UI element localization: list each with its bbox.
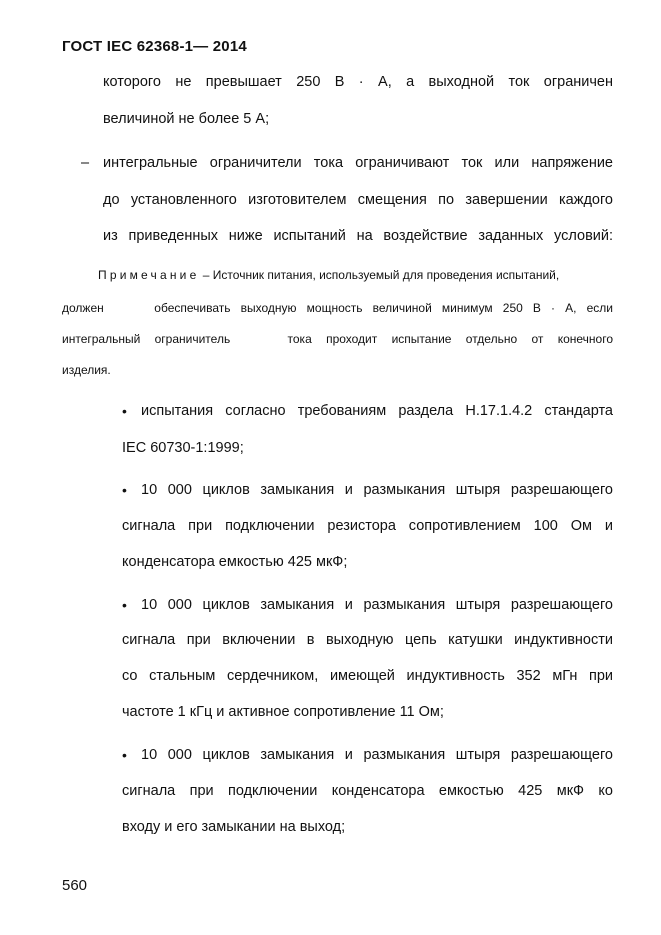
bullet-3-line-2: сигнала при включении в выходную цепь катушки индуктивности bbox=[122, 632, 613, 648]
bullet-2-line-3: конденсатора емкостью 425 мкФ; bbox=[122, 554, 348, 570]
bullet-2-line-1: 10 000 циклов замыкания и размыкания штыря разрешающего bbox=[141, 482, 613, 498]
note-line-1 bbox=[98, 268, 559, 282]
note-label: Примечание bbox=[98, 268, 200, 282]
bullet-marker: • bbox=[122, 597, 127, 613]
bullet-2-line-2: сигнала при подключении резистора сопротивлением 100 Ом и bbox=[122, 518, 613, 534]
intro-line-2: величиной не более 5 А; bbox=[103, 111, 270, 127]
note-line-3: интегральный ограничитель тока проходит испытание отдельно от конечного bbox=[62, 332, 613, 346]
bullet-4-line-2: сигнала при подключении конденсатора емкостью 425 мкФ ко bbox=[122, 783, 613, 799]
bullet-1-line-2: IEC 60730-1:1999; bbox=[122, 440, 244, 456]
bullet-4-line-1: 10 000 циклов замыкания и размыкания штыря разрешающего bbox=[141, 747, 613, 763]
note-line-4: изделия. bbox=[62, 363, 111, 377]
bullet-1-line-1: испытания согласно требованиям раздела H.17.1.4.2 стандарта bbox=[141, 403, 613, 419]
page-number: 560 bbox=[62, 877, 88, 894]
note-line-1-text: – Источник питания, используемый для проведения испытаний, bbox=[199, 268, 560, 282]
bullet-3-line-4: частоте 1 кГц и активное сопротивление 11 Ом; bbox=[122, 704, 444, 720]
bullet-3-line-3: со стальным сердечником, имеющей индуктивность 352 мГн при bbox=[122, 668, 613, 684]
dash-item-line-1: интегральные ограничители тока ограничивают ток или напряжение bbox=[103, 155, 613, 171]
dash-marker: – bbox=[81, 155, 90, 171]
document-header: ГОСТ IEC 62368-1— 2014 bbox=[62, 38, 247, 55]
bullet-3-line-1: 10 000 циклов замыкания и размыкания штыря разрешающего bbox=[141, 597, 613, 613]
dash-item-line-2: до установленного изготовителем смещения по завершении каждого bbox=[103, 192, 613, 208]
note-line-2: должен обеспечивать выходную мощность величиной минимум 250 В · А, если bbox=[62, 301, 613, 315]
bullet-4-line-3: входу и его замыкании на выход; bbox=[122, 819, 346, 835]
intro-line-1: которого не превышает 250 В · А, а выходной ток ограничен bbox=[103, 74, 613, 90]
bullet-marker: • bbox=[122, 747, 127, 763]
dash-item-line-3: из приведенных ниже испытаний на воздействие заданных условий: bbox=[103, 228, 613, 244]
bullet-marker: • bbox=[122, 403, 127, 419]
bullet-marker: • bbox=[122, 482, 127, 498]
